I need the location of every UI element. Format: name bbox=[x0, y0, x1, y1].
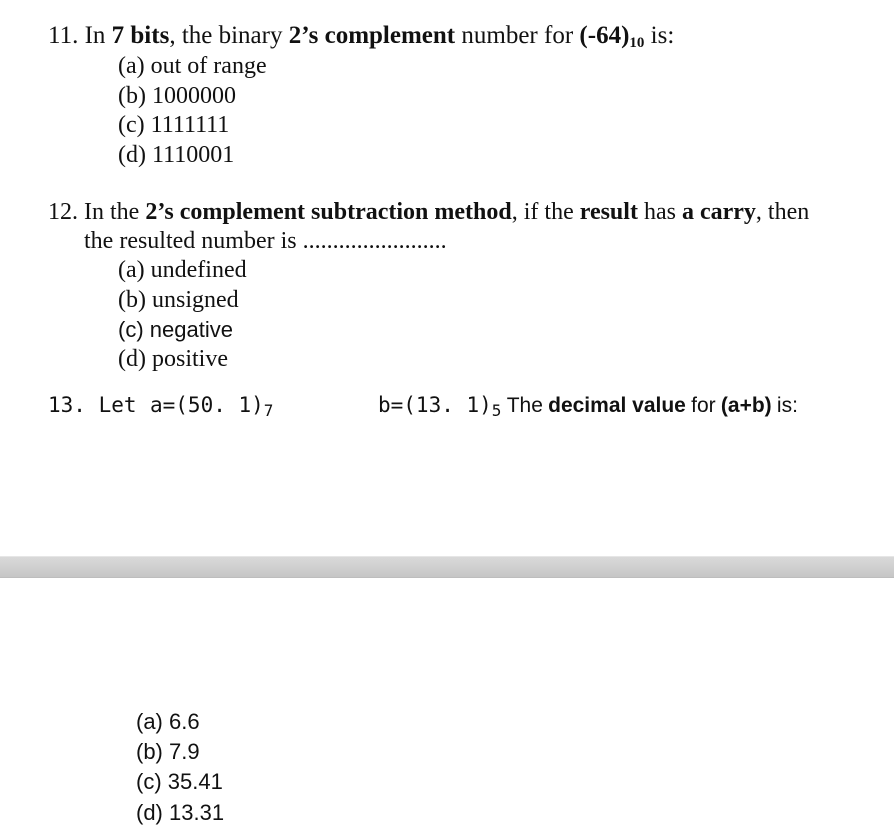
page-break-divider bbox=[0, 556, 894, 578]
question-12-option-c: (c) negative bbox=[118, 317, 233, 342]
question-11-stem: 11. In 7 bits, the binary 2’s complement number for $(-64)_{10}$ is: bbox=[48, 22, 675, 51]
question-13-option-a: (a) 6.6 bbox=[136, 709, 200, 734]
question-11-option-c: (c) 1111111 bbox=[118, 112, 230, 138]
question-11-option-d: (d) 1110001 bbox=[118, 142, 235, 168]
question-12-stem: 12. In the 2’s complement subtraction method, if the result has a carry, then bbox=[48, 199, 810, 225]
question-12-number: 12. bbox=[48, 199, 78, 225]
question-12-option-d: (d) positive bbox=[118, 346, 228, 372]
question-13-option-c: (c) 35.41 bbox=[136, 769, 223, 794]
question-12-stem-line-2: the resulted number is ........................ bbox=[84, 228, 447, 254]
question-11-option-b: (b) 1000000 bbox=[118, 83, 236, 109]
question-13-option-b: (b) 7.9 bbox=[136, 739, 200, 764]
question-11-number: 11. bbox=[48, 22, 79, 49]
question-12-option-a: (a) undefined bbox=[118, 257, 247, 283]
question-13-a-expression: a=(50. 1)7 bbox=[150, 393, 274, 420]
question-11-option-a: (a) out of range bbox=[118, 53, 267, 79]
question-12-option-b: (b) unsigned bbox=[118, 287, 239, 313]
question-13-number: 13. Let bbox=[48, 393, 137, 417]
question-13-b-and-stem: b=(13. 1)5 The decimal value for (a+b) is: bbox=[378, 393, 798, 420]
question-13-option-d: (d) 13.31 bbox=[136, 800, 225, 825]
